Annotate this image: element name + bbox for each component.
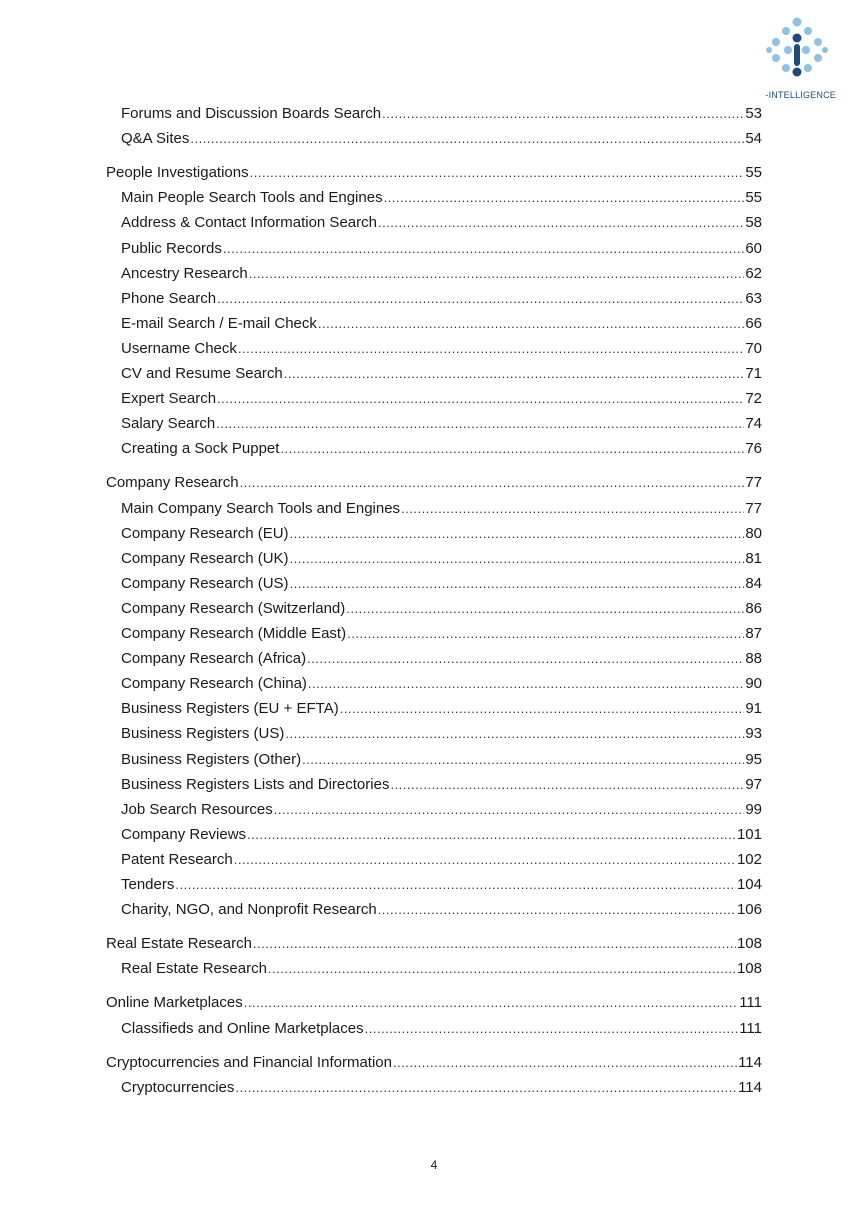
toc-entry-page: 54 xyxy=(745,130,762,148)
toc-dot-leader xyxy=(268,958,736,980)
toc-dot-leader xyxy=(274,799,745,821)
toc-dot-leader xyxy=(217,388,744,410)
toc-subsection-entry[interactable] xyxy=(121,388,762,410)
toc-entry-page: 104 xyxy=(736,876,762,893)
toc-subsection-entry[interactable] xyxy=(121,413,762,435)
toc-dot-leader xyxy=(247,824,736,846)
toc-subsection-entry[interactable] xyxy=(121,187,762,209)
toc-entry-page: 91 xyxy=(745,700,762,718)
toc-dot-leader xyxy=(290,548,745,570)
toc-entry-title: Address & Contact Information Search xyxy=(121,214,377,232)
toc-entry-title: Company Research (US) xyxy=(121,574,289,592)
toc-dot-leader xyxy=(365,1018,739,1040)
toc-subsection-entry[interactable] xyxy=(121,103,762,125)
toc-entry-page: 88 xyxy=(745,650,762,668)
toc-entry-title: Charity, NGO, and Nonprofit Research xyxy=(121,901,377,919)
toc-subsection-entry[interactable] xyxy=(121,523,762,545)
toc-subsection-entry[interactable] xyxy=(121,1018,762,1040)
toc-dot-leader xyxy=(216,413,744,435)
toc-subsection-entry[interactable] xyxy=(121,338,762,360)
toc-subsection-entry[interactable] xyxy=(121,313,762,335)
toc-entry-page: 111 xyxy=(739,994,762,1012)
toc-subsection-entry[interactable] xyxy=(121,288,762,310)
toc-entry-title: Business Registers (EU + EFTA) xyxy=(121,700,339,718)
toc-subsection-entry[interactable] xyxy=(121,774,762,796)
toc-entry-page: 84 xyxy=(745,574,762,592)
toc-subsection-entry[interactable] xyxy=(121,799,762,821)
toc-dot-leader xyxy=(290,573,745,595)
toc-entry-title: Public Records xyxy=(121,239,222,257)
toc-entry-page: 62 xyxy=(745,264,762,282)
toc-entry-title: Company Research (Switzerland) xyxy=(121,599,346,617)
toc-subsection-entry[interactable] xyxy=(121,548,762,570)
toc-entry-page: 76 xyxy=(745,440,762,458)
toc-entry-page: 108 xyxy=(736,960,762,978)
toc-dot-leader xyxy=(390,774,744,796)
toc-subsection-entry[interactable] xyxy=(121,573,762,595)
toc-entry-page: 114 xyxy=(738,1078,762,1096)
toc-entry-page: 80 xyxy=(745,524,762,542)
toc-dot-leader xyxy=(250,162,745,184)
toc-entry-title: Patent Research xyxy=(121,850,233,868)
toc-dot-leader xyxy=(235,1077,737,1099)
toc-dot-leader xyxy=(308,673,744,695)
toc-entry-page: 60 xyxy=(745,239,762,257)
toc-dot-leader xyxy=(318,313,744,335)
toc-dot-leader xyxy=(234,849,736,871)
toc-dot-leader xyxy=(285,723,744,745)
toc-entry-title: Salary Search xyxy=(121,415,216,433)
toc-subsection-entry[interactable] xyxy=(121,849,762,871)
toc-subsection-entry[interactable] xyxy=(121,498,762,520)
toc-subsection-entry[interactable] xyxy=(121,212,762,234)
toc-dot-leader xyxy=(175,874,736,896)
toc-subsection-entry[interactable] xyxy=(121,598,762,620)
toc-dot-leader xyxy=(249,263,745,285)
toc-entry-title: Company Research (Middle East) xyxy=(121,625,347,642)
toc-entry-page: 66 xyxy=(745,314,762,332)
toc-entry-title: Real Estate Research xyxy=(121,960,267,978)
toc-entry-page: 106 xyxy=(736,901,762,919)
toc-dot-leader xyxy=(401,498,744,520)
toc-entry-title: Business Registers Lists and Directories xyxy=(121,775,390,793)
toc-dot-leader xyxy=(346,598,744,620)
logo-text: -INTELLIGENCE xyxy=(765,90,836,100)
toc-dot-leader xyxy=(240,472,745,494)
toc-entry-page: 70 xyxy=(745,339,762,357)
toc-entry-page: 102 xyxy=(736,850,762,868)
toc-dot-leader xyxy=(378,212,744,234)
toc-entry-title: Expert Search xyxy=(121,390,217,408)
toc-dot-leader xyxy=(217,288,744,310)
toc-dot-leader xyxy=(393,1052,737,1074)
toc-dot-leader xyxy=(302,749,744,771)
toc-entry-title: Ancestry Research xyxy=(121,264,248,282)
toc-entry-page: 71 xyxy=(745,365,762,382)
toc-entry-title: CV and Resume Search xyxy=(121,365,283,382)
toc-section-entry[interactable] xyxy=(106,933,762,955)
toc-entry-page: 111 xyxy=(739,1019,762,1037)
toc-subsection-entry[interactable] xyxy=(121,363,762,385)
toc-entry-page: 58 xyxy=(745,214,762,232)
toc-entry-title: Online Marketplaces xyxy=(106,994,243,1012)
toc-subsection-entry[interactable] xyxy=(121,749,762,771)
toc-dot-leader xyxy=(253,933,736,955)
toc-dot-leader xyxy=(340,698,745,720)
toc-entry-title: Company Research (UK) xyxy=(121,549,289,567)
toc-subsection-entry[interactable] xyxy=(121,263,762,285)
toc-entry-page: 55 xyxy=(745,164,762,182)
toc-entry-page: 55 xyxy=(745,189,762,207)
toc-subsection-entry[interactable] xyxy=(121,438,762,460)
toc-entry-title: Classifieds and Online Marketplaces xyxy=(121,1019,364,1037)
toc-dot-leader xyxy=(382,103,744,125)
toc-entry-title: Forums and Discussion Boards Search xyxy=(121,105,382,122)
toc-entry-page: 74 xyxy=(745,415,762,433)
toc-entry-page: 97 xyxy=(745,775,762,793)
toc-entry-title: Username Check xyxy=(121,339,237,357)
toc-dot-leader xyxy=(347,623,744,645)
toc-dot-leader xyxy=(307,648,744,670)
toc-entry-title: Cryptocurrencies and Financial Information xyxy=(106,1053,392,1071)
toc-entry-page: 81 xyxy=(745,549,762,567)
toc-subsection-entry[interactable] xyxy=(121,899,762,921)
toc-entry-title: Q&A Sites xyxy=(121,130,190,148)
toc-subsection-entry[interactable] xyxy=(121,238,762,260)
toc-entry-page: 63 xyxy=(745,289,762,307)
toc-subsection-entry[interactable] xyxy=(121,1077,762,1099)
toc-dot-leader xyxy=(284,363,745,385)
toc-section-entry[interactable] xyxy=(106,472,762,494)
toc-entry-title: Main Company Search Tools and Engines xyxy=(121,499,401,517)
toc-dot-leader xyxy=(238,338,744,360)
toc-entry-title: Company Research (China) xyxy=(121,675,307,693)
toc-entry-title: Creating a Sock Puppet xyxy=(121,440,280,458)
toc-entry-title: Tenders xyxy=(121,876,175,893)
toc-entry-title: Company Research (EU) xyxy=(121,524,289,542)
toc-entry-page: 108 xyxy=(736,935,762,953)
toc-entry-title: Company Research xyxy=(106,474,239,492)
toc-subsection-entry[interactable] xyxy=(121,648,762,670)
toc-entry-page: 86 xyxy=(745,599,762,617)
toc-entry-page: 114 xyxy=(738,1053,762,1071)
toc-entry-title: People Investigations xyxy=(106,164,249,182)
toc-section-entry[interactable] xyxy=(106,162,762,184)
toc-subsection-entry[interactable] xyxy=(121,723,762,745)
toc-entry-page: 72 xyxy=(745,390,762,408)
toc-entry-title: Business Registers (US) xyxy=(121,725,285,743)
toc-entry-page: 90 xyxy=(745,675,762,693)
page-number: 4 xyxy=(430,1158,438,1172)
toc-dot-leader xyxy=(384,187,745,209)
toc-entry-page: 77 xyxy=(745,474,762,492)
molecule-logo-icon xyxy=(764,16,828,84)
toc-subsection-entry[interactable] xyxy=(121,698,762,720)
toc-entry-title: Phone Search xyxy=(121,289,217,307)
toc-entry-page: 95 xyxy=(745,750,762,768)
toc-entry-title: Company Research (Africa) xyxy=(121,650,307,668)
toc-subsection-entry[interactable] xyxy=(121,673,762,695)
toc-dot-leader xyxy=(280,438,744,460)
toc-entry-page: 101 xyxy=(736,825,762,843)
toc-entry-page: 53 xyxy=(745,105,762,122)
toc-subsection-entry[interactable] xyxy=(121,824,762,846)
toc-entry-title: Real Estate Research xyxy=(106,935,252,953)
toc-entry-title: Cryptocurrencies xyxy=(121,1078,235,1096)
toc-dot-leader xyxy=(378,899,736,921)
toc-entry-title: Company Reviews xyxy=(121,825,247,843)
toc-entry-title: Job Search Resources xyxy=(121,800,273,818)
toc-subsection-entry[interactable] xyxy=(121,623,762,645)
brand-logo xyxy=(756,16,836,102)
toc-entry-page: 93 xyxy=(745,725,762,743)
toc-entry-page: 99 xyxy=(745,800,762,818)
toc-dot-leader xyxy=(223,238,744,260)
toc-entry-page: 87 xyxy=(745,625,762,642)
toc-dot-leader xyxy=(190,128,744,150)
toc-entry-title: Business Registers (Other) xyxy=(121,750,302,768)
toc-subsection-entry[interactable] xyxy=(121,874,762,896)
toc-subsection-entry[interactable] xyxy=(121,958,762,980)
toc-entry-page: 77 xyxy=(745,499,762,517)
toc-subsection-entry[interactable] xyxy=(121,128,762,150)
toc-section-entry[interactable] xyxy=(106,1052,762,1074)
toc-dot-leader xyxy=(244,992,738,1014)
toc-section-entry[interactable] xyxy=(106,992,762,1014)
toc-entry-title: Main People Search Tools and Engines xyxy=(121,189,383,207)
toc-entry-title: E-mail Search / E-mail Check xyxy=(121,314,317,332)
toc-dot-leader xyxy=(290,523,745,545)
